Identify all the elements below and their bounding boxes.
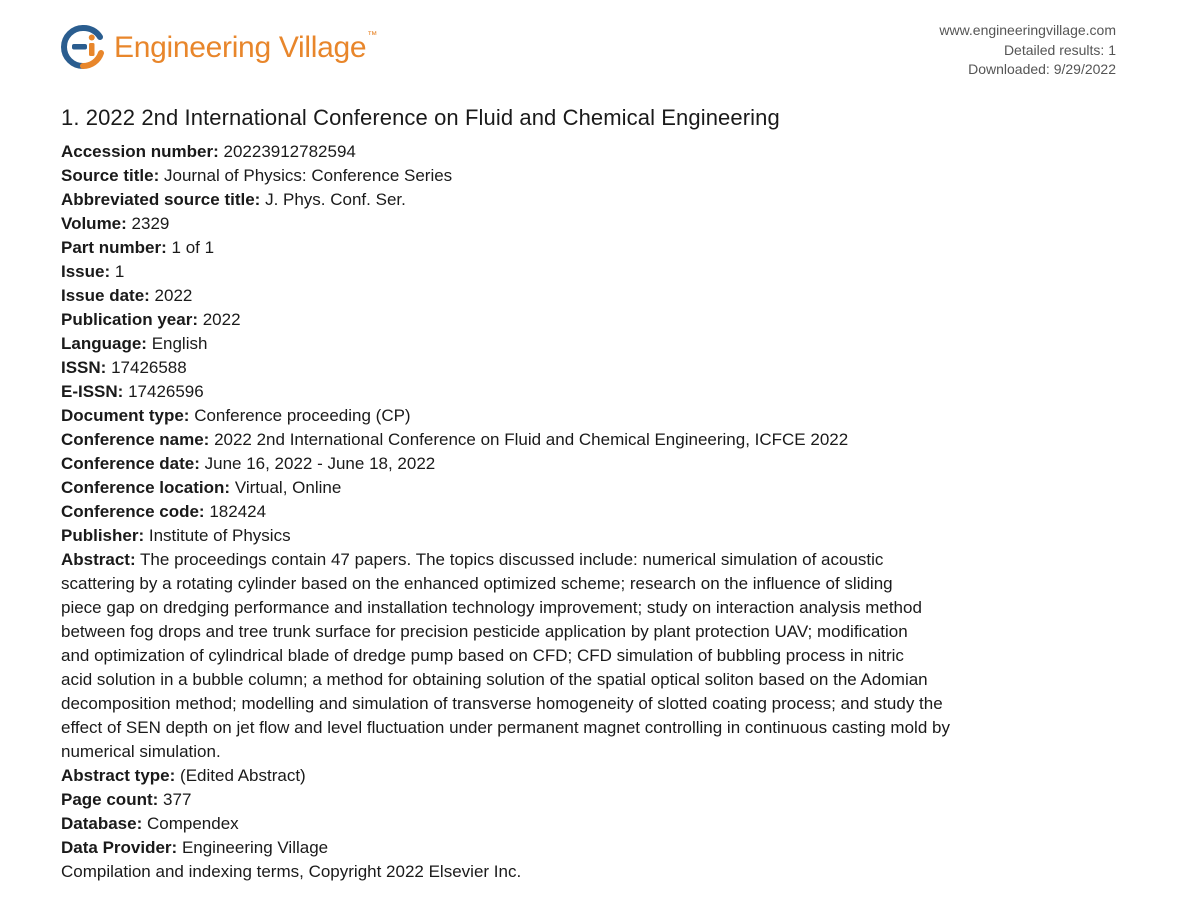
- abstract-line: between fog drops and tree trunk surface for precision pesticide application by plant protection UAV; modification: [61, 622, 908, 641]
- field-row: [61, 452, 1121, 476]
- field-row: [61, 428, 1121, 452]
- field-row: [61, 812, 1121, 836]
- field-row: [61, 356, 1121, 380]
- results-count: Detailed results: 1: [1003, 41, 1116, 58]
- field-label: Data Provider:: [61, 838, 178, 857]
- record-title: 1. 2022 2nd International Conference on Fluid and Chemical Engineering: [61, 105, 780, 130]
- abstract-line: numerical simulation.: [61, 742, 221, 761]
- field-value: Institute of Physics: [148, 526, 291, 545]
- abstract-line: acid solution in a bubble column; a method for obtaining solution of the spatial optical soliton based on the Adomian: [61, 670, 928, 689]
- field-value: Virtual, Online: [234, 478, 342, 497]
- field-label: Volume:: [61, 214, 127, 233]
- field-row: [61, 332, 1121, 356]
- field-label: Issue:: [61, 262, 111, 281]
- brand-logo[interactable]: [60, 24, 377, 70]
- field-value: 2022 2nd International Conference on Fluid and Chemical Engineering, ICFCE 2022: [214, 430, 849, 449]
- field-row: [61, 788, 1121, 812]
- field-value: 2022: [154, 286, 193, 305]
- field-label: Page count:: [61, 790, 159, 809]
- field-value: Compendex: [147, 814, 239, 833]
- brand-name: Engineering Village™: [114, 30, 377, 64]
- abstract-line: decomposition method; modelling and simulation of transverse homogeneity of slotted coating process; and study the: [61, 694, 943, 713]
- field-row: [61, 836, 1121, 860]
- field-label: Document type:: [61, 406, 190, 425]
- field-value: Journal of Physics: Conference Series: [163, 166, 453, 185]
- field-label: Abstract type:: [61, 766, 176, 785]
- field-value: 20223912782594: [223, 142, 356, 161]
- field-label: Conference name:: [61, 430, 210, 449]
- field-row: [61, 404, 1121, 428]
- page-header: [0, 0, 1184, 90]
- abstract-label: Abstract:: [61, 550, 136, 569]
- field-label: Abbreviated source title:: [61, 190, 261, 209]
- field-row: [61, 188, 1121, 212]
- field-label: ISSN:: [61, 358, 107, 377]
- abstract-line: effect of SEN depth on jet flow and level fluctuation under permanent magnet controlling in continuous casting mold by: [61, 718, 950, 737]
- field-value: 2329: [131, 214, 170, 233]
- field-row: [61, 212, 1121, 236]
- field-value: 17426588: [111, 358, 187, 377]
- download-date: Downloaded: 9/29/2022: [968, 61, 1116, 77]
- field-value: 1: [114, 262, 125, 281]
- field-row: [61, 140, 1121, 164]
- field-row: [61, 284, 1121, 308]
- field-row: [61, 500, 1121, 524]
- field-label: Language:: [61, 334, 147, 353]
- copyright-notice: Compilation and indexing terms, Copyright 2022 Elsevier Inc.: [61, 862, 522, 881]
- field-label: E-ISSN:: [61, 382, 124, 401]
- abstract-block: [61, 548, 1121, 764]
- record-fields-after: [61, 764, 1121, 860]
- engineering-village-logo-icon: [60, 24, 106, 70]
- abstract-line: piece gap on dredging performance and installation technology improvement; study on interaction analysis method: [61, 598, 922, 617]
- field-row: [61, 524, 1121, 548]
- record-details: [61, 140, 1121, 884]
- abstract-line: and optimization of cylindrical blade of dredge pump based on CFD; CFD simulation of bubbling process in nitric: [61, 646, 904, 665]
- field-value: 182424: [209, 502, 267, 521]
- field-row: [61, 308, 1121, 332]
- field-value: English: [151, 334, 208, 353]
- field-label: Conference location:: [61, 478, 231, 497]
- download-meta: [939, 21, 1116, 80]
- field-label: Conference code:: [61, 502, 205, 521]
- field-label: Part number:: [61, 238, 167, 257]
- record-fields: [61, 140, 1121, 548]
- field-row: [61, 260, 1121, 284]
- field-row: [61, 380, 1121, 404]
- field-row: [61, 476, 1121, 500]
- field-value: 377: [163, 790, 192, 809]
- field-row: [61, 236, 1121, 260]
- field-label: Publication year:: [61, 310, 198, 329]
- field-value: 1 of 1: [171, 238, 215, 257]
- abstract-line: scattering by a rotating cylinder based on the enhanced optimized scheme; research on the influence of sliding: [61, 574, 893, 593]
- field-label: Source title:: [61, 166, 160, 185]
- field-value: 2022: [202, 310, 241, 329]
- field-value: June 16, 2022 - June 18, 2022: [204, 454, 436, 473]
- field-value: J. Phys. Conf. Ser.: [265, 190, 406, 209]
- field-value: Conference proceeding (CP): [194, 406, 411, 425]
- field-value: (Edited Abstract): [180, 766, 306, 785]
- abstract-line: Abstract: The proceedings contain 47 papers. The topics discussed include: numerical simulation of acoustic: [61, 550, 884, 569]
- field-row: [61, 164, 1121, 188]
- field-label: Issue date:: [61, 286, 150, 305]
- field-value: Engineering Village: [181, 838, 329, 857]
- site-url[interactable]: www.engineeringvillage.com: [939, 22, 1116, 38]
- field-label: Accession number:: [61, 142, 219, 161]
- field-label: Conference date:: [61, 454, 200, 473]
- field-label: Database:: [61, 814, 143, 833]
- field-label: Publisher:: [61, 526, 145, 545]
- field-row: [61, 764, 1121, 788]
- trademark-symbol: ™: [367, 30, 377, 41]
- field-value: 17426596: [128, 382, 204, 401]
